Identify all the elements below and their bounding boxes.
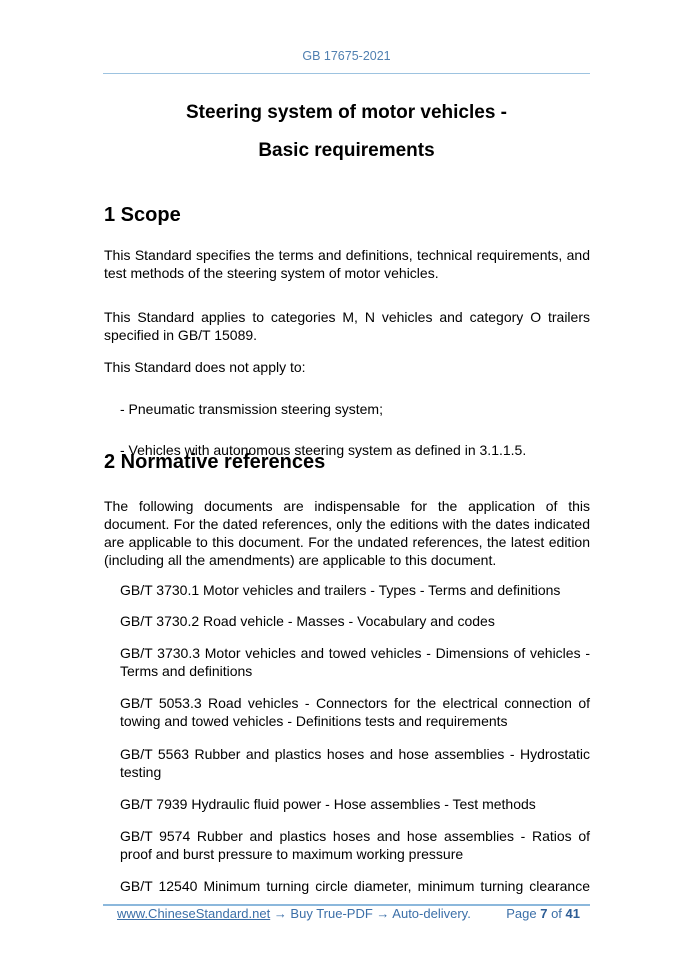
document-id-header: GB 17675-2021: [302, 49, 391, 63]
reference-item: GB/T 5053.3 Road vehicles - Connectors for the electrical connection of towing and towed vehicles - Definitions tests and requirements: [120, 695, 590, 729]
reference-item: GB/T 7939 Hydraulic fluid power - Hose assemblies - Test methods: [120, 796, 536, 812]
chinesestandard-link[interactable]: www.ChineseStandard.net: [117, 906, 271, 921]
document-title-line1: Steering system of motor vehicles -: [186, 102, 507, 123]
reference-item: GB/T 3730.3 Motor vehicles and towed vehicles - Dimensions of vehicles - Terms and definitions: [120, 645, 590, 679]
references-intro: The following documents are indispensable for the application of this document. For the dated references, only the editions with the dates indicated are applicable to this document. For the undated references, the latest edition (including all the amendments) are applicable to this document.: [104, 498, 590, 568]
scope-exclusion-item: - Pneumatic transmission steering system;: [120, 401, 383, 417]
current-page: 7: [540, 906, 548, 921]
section-heading-scope: 1 Scope: [104, 204, 181, 226]
page-label: Page: [506, 906, 537, 921]
reference-item: GB/T 3730.1 Motor vehicles and trailers - Types - Terms and definitions: [120, 582, 561, 598]
footer-promo-text: → Buy True-PDF → Auto-delivery.: [270, 906, 471, 921]
header-divider: [103, 73, 590, 74]
reference-item: GB/T 12540 Minimum turning circle diameter, minimum turning clearance: [120, 878, 590, 894]
of-label: of: [551, 906, 562, 921]
document-title-line2: Basic requirements: [258, 140, 435, 161]
scope-paragraph: This Standard applies to categories M, N vehicles and category O trailers specified in GB/T 15089.: [104, 309, 590, 343]
reference-item: GB/T 3730.2 Road vehicle - Masses - Vocabulary and codes: [120, 613, 495, 629]
scope-paragraph: This Standard specifies the terms and definitions, technical requirements, and test methods of the steering system of motor vehicles.: [104, 247, 590, 281]
reference-item: GB/T 9574 Rubber and plastics hoses and hose assemblies - Ratios of proof and burst pressure to maximum working pressure: [120, 828, 590, 862]
scope-paragraph: This Standard does not apply to:: [104, 359, 306, 375]
reference-item: GB/T 5563 Rubber and plastics hoses and hose assemblies - Hydrostatic testing: [120, 746, 590, 780]
section-heading-normative-references: 2 Normative references: [104, 451, 326, 473]
footer-promo: [117, 906, 471, 921]
total-pages: 41: [565, 906, 580, 921]
page-footer: [117, 906, 580, 921]
scope-exclusion-item: - Vehicles with autonomous steering system as defined in 3.1.1.5.: [120, 442, 527, 458]
page-number: [506, 906, 580, 921]
